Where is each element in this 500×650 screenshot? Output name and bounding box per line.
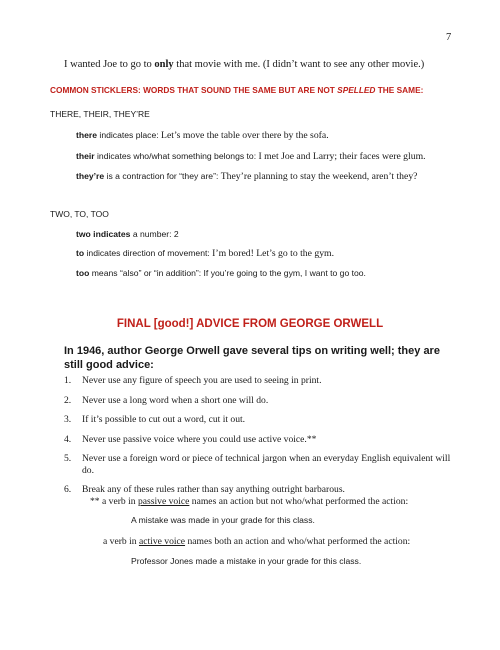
def-word: their [76,151,95,161]
list-item [64,375,454,387]
list-text: Never use a long word when a short one will do. [82,394,269,406]
list-text: If it’s possible to cut out a word, cut it out. [82,414,246,425]
list-number: 6. [64,484,72,495]
list-item [64,395,454,407]
definition-too [76,268,366,279]
note-term: active voice [138,536,186,547]
def-meaning: is a contraction for “they are”: [104,171,221,181]
note-after: names both an action and who/what performed the action: [185,536,411,547]
sticklers-heading-after: THE SAME: [375,85,424,95]
page-number: 7 [446,32,452,43]
definition-to [76,248,334,259]
def-word: there [76,130,98,140]
final-advice-heading: FINAL [good!] ADVICE FROM GEORGE ORWELL [116,318,384,330]
note-after: names an action but not who/what performed the action: [189,496,409,507]
def-word: to [76,248,85,258]
line1-bold: only [154,59,174,70]
sticklers-heading-before: COMMON STICKLERS: WORDS THAT SOUND THE SAME BUT ARE NOT [50,85,338,95]
definition-theyre [76,171,417,182]
note-term: passive voice [137,496,190,507]
active-voice-note [103,536,410,547]
group2-title: TWO, TO, TOO [50,209,109,219]
def-meaning: indicates who/what something belongs to: [94,151,259,161]
list-item [64,414,454,426]
list-text: Never use passive voice where you could use active voice.** [82,433,317,445]
list-number: 4. [64,433,72,445]
def-word: two indicates [76,229,131,239]
def-example: I met Joe and Larry; their faces were glum. [258,151,426,162]
list-number: 5. [64,453,72,464]
group1-title: THERE, THEIR, THEY’RE [50,109,150,119]
orwell-rules-list [64,375,454,504]
def-example: I’m bored! Let’s go to the gym. [212,248,335,259]
list-number: 1. [64,375,72,386]
list-text: Never use a foreign word or piece of technical jargon when an everyday English equivalent will do. [82,453,451,476]
passive-voice-example: A mistake was made in your grade for this class. [131,515,315,525]
list-number: 3. [64,414,72,425]
def-example: They’re planning to stay the weekend, aren’t they? [220,171,418,182]
active-voice-example: Professor Jones made a mistake in your grade for this class. [131,556,362,566]
orwell-intro: In 1946, author George Orwell gave several tips on writing well; they are still good advice: [64,345,440,371]
def-meaning: indicates place: [97,130,162,140]
def-example: Let’s move the table over there by the sofa. [161,130,329,141]
note-before: ** a verb in [90,496,138,507]
def-meaning: means “also” or “in addition”: If you’re going to the gym, I want to go too. [89,268,366,278]
definition-there [76,130,329,141]
sticklers-heading-italic: SPELLED [337,85,376,95]
def-word: they’re [76,171,105,181]
line1-before: I wanted Joe to go to [64,59,155,70]
definition-their [76,151,426,162]
def-word: too [76,268,90,278]
list-text: Break any of these rules rather than say anything outright barbarous. [82,484,345,495]
def-meaning: indicates direction of movement: [84,248,213,258]
line1-after: that movie with me. (I didn’t want to see any other movie.) [173,59,425,70]
list-item [64,453,454,476]
only-example-line [64,59,424,70]
def-meaning: a number: 2 [130,229,179,239]
note-before: a verb in [103,536,139,547]
list-item [64,434,454,446]
passive-voice-note [90,496,408,507]
sticklers-heading [50,85,423,95]
list-item [64,484,454,496]
definition-two [76,229,179,240]
list-text: Never use any figure of speech you are used to seeing in print. [82,375,322,386]
list-number: 2. [64,394,72,406]
